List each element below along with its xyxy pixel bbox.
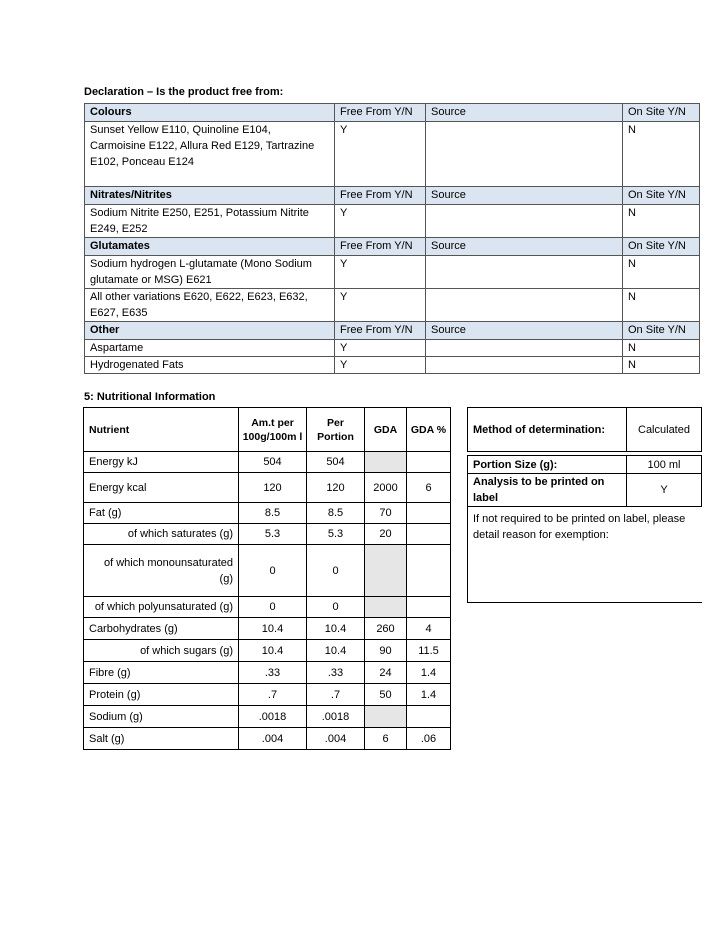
table-row: [84, 706, 451, 728]
gda-percent-value: [407, 706, 451, 728]
per-portion-value: 120: [307, 473, 365, 503]
category-label: Other: [85, 322, 335, 340]
header-gda-percent: GDA %: [407, 408, 451, 452]
per-portion-value: 10.4: [307, 640, 365, 662]
gda-value: 6: [365, 728, 407, 750]
item-label: Aspartame: [85, 340, 335, 357]
nutrient-name: Carbohydrates (g): [84, 618, 239, 640]
per-portion-value: 8.5: [307, 503, 365, 524]
group-header-nitrates: [85, 187, 700, 205]
per-100-value: .7: [239, 684, 307, 706]
col-free-from: Free From Y/N: [335, 104, 426, 122]
table-row: [84, 545, 451, 597]
gda-value: [365, 597, 407, 618]
header-per-portion: Per Portion: [307, 408, 365, 452]
table-row: [84, 640, 451, 662]
nutrition-title: 5: Nutritional Information: [84, 391, 216, 403]
on-site-value: N: [623, 340, 700, 357]
col-on-site: On Site Y/N: [623, 104, 700, 122]
per-100-value: .004: [239, 728, 307, 750]
method-row: [468, 408, 702, 452]
gda-percent-value: .06: [407, 728, 451, 750]
source-value: [426, 357, 623, 374]
on-site-value: N: [623, 122, 700, 187]
nutrient-name: Energy kcal: [84, 473, 239, 503]
per-portion-value: .7: [307, 684, 365, 706]
item-label: Sodium Nitrite E250, E251, Potassium Nitrite E249, E252: [85, 205, 335, 238]
table-row: [84, 662, 451, 684]
source-value: [426, 205, 623, 238]
free-from-value: Y: [335, 289, 426, 322]
nutrient-name: Protein (g): [84, 684, 239, 706]
nutrient-name: Salt (g): [84, 728, 239, 750]
per-100-value: 10.4: [239, 640, 307, 662]
header-nutrient: Nutrient: [84, 408, 239, 452]
source-value: [426, 340, 623, 357]
on-site-value: N: [623, 289, 700, 322]
nutrient-name: Fibre (g): [84, 662, 239, 684]
nutrient-name: of which sugars (g): [84, 640, 239, 662]
per-100-value: 0: [239, 545, 307, 597]
per-portion-value: 5.3: [307, 524, 365, 545]
gda-percent-value: 6: [407, 473, 451, 503]
category-label: Nitrates/Nitrites: [85, 187, 335, 205]
table-row: [84, 618, 451, 640]
gda-percent-value: 1.4: [407, 662, 451, 684]
table-row: [84, 452, 451, 473]
per-portion-value: .004: [307, 728, 365, 750]
on-site-value: N: [623, 256, 700, 289]
gda-value: 20: [365, 524, 407, 545]
table-row: [85, 205, 700, 238]
declaration-title: Declaration – Is the product free from:: [84, 86, 284, 98]
per-100-value: 120: [239, 473, 307, 503]
per-100-value: 0: [239, 597, 307, 618]
col-on-site: On Site Y/N: [623, 322, 700, 340]
method-table: [467, 407, 702, 603]
table-row: [85, 357, 700, 374]
gda-value: [365, 706, 407, 728]
item-label: Sunset Yellow E110, Quinoline E104, Carmoisine E122, Allura Red E129, Tartrazine E102, Ponceau E124: [85, 122, 335, 187]
source-value: [426, 256, 623, 289]
gda-percent-value: [407, 545, 451, 597]
gda-percent-value: 1.4: [407, 684, 451, 706]
gda-percent-value: [407, 524, 451, 545]
gda-percent-value: [407, 452, 451, 473]
free-from-value: Y: [335, 122, 426, 187]
table-row: [84, 524, 451, 545]
group-header-colours: [85, 104, 700, 122]
category-label: Colours: [85, 104, 335, 122]
declaration-table: [84, 103, 700, 374]
gda-value: 50: [365, 684, 407, 706]
free-from-value: Y: [335, 256, 426, 289]
col-on-site: On Site Y/N: [623, 238, 700, 256]
gda-value: 90: [365, 640, 407, 662]
header-per-100: Am.t per 100g/100m l: [239, 408, 307, 452]
gda-percent-value: 4: [407, 618, 451, 640]
group-header-glutamates: [85, 238, 700, 256]
gda-value: 70: [365, 503, 407, 524]
gda-percent-value: 11.5: [407, 640, 451, 662]
analysis-row: [468, 474, 702, 507]
table-row: [84, 597, 451, 618]
free-from-value: Y: [335, 357, 426, 374]
header-gda: GDA: [365, 408, 407, 452]
analysis-label: Analysis to be printed on label: [468, 474, 627, 507]
table-header-row: [84, 408, 451, 452]
col-free-from: Free From Y/N: [335, 187, 426, 205]
table-row: [84, 503, 451, 524]
exemption-note: If not required to be printed on label, please detail reason for exemption:: [468, 507, 702, 603]
gda-value: [365, 545, 407, 597]
on-site-value: N: [623, 357, 700, 374]
gda-value: 2000: [365, 473, 407, 503]
group-header-other: [85, 322, 700, 340]
table-row: [84, 473, 451, 503]
on-site-value: N: [623, 205, 700, 238]
item-label: Sodium hydrogen L-glutamate (Mono Sodium glutamate or MSG) E621: [85, 256, 335, 289]
per-portion-value: 504: [307, 452, 365, 473]
per-portion-value: .0018: [307, 706, 365, 728]
col-free-from: Free From Y/N: [335, 238, 426, 256]
source-value: [426, 289, 623, 322]
per-portion-value: .33: [307, 662, 365, 684]
portion-row: [468, 456, 702, 474]
col-free-from: Free From Y/N: [335, 322, 426, 340]
per-100-value: .0018: [239, 706, 307, 728]
per-100-value: 10.4: [239, 618, 307, 640]
table-row: [85, 289, 700, 322]
nutrient-name: of which polyunsaturated (g): [84, 597, 239, 618]
nutrient-name: Energy kJ: [84, 452, 239, 473]
note-row: [468, 507, 702, 603]
per-portion-value: 0: [307, 545, 365, 597]
method-value: Calculated: [627, 408, 702, 452]
gda-value: 24: [365, 662, 407, 684]
free-from-value: Y: [335, 205, 426, 238]
per-portion-value: 0: [307, 597, 365, 618]
table-row: [84, 684, 451, 706]
free-from-value: Y: [335, 340, 426, 357]
portion-label: Portion Size (g):: [468, 456, 627, 474]
nutrient-name: of which monounsaturated (g): [84, 545, 239, 597]
table-row: [85, 122, 700, 187]
nutrient-name: of which saturates (g): [84, 524, 239, 545]
col-on-site: On Site Y/N: [623, 187, 700, 205]
gda-percent-value: [407, 597, 451, 618]
col-source: Source: [426, 322, 623, 340]
per-portion-value: 10.4: [307, 618, 365, 640]
portion-value: 100 ml: [627, 456, 702, 474]
col-source: Source: [426, 238, 623, 256]
analysis-value: Y: [627, 474, 702, 507]
col-source: Source: [426, 187, 623, 205]
per-100-value: 8.5: [239, 503, 307, 524]
source-value: [426, 122, 623, 187]
nutrient-name: Fat (g): [84, 503, 239, 524]
per-100-value: 504: [239, 452, 307, 473]
item-label: Hydrogenated Fats: [85, 357, 335, 374]
category-label: Glutamates: [85, 238, 335, 256]
table-row: [84, 728, 451, 750]
table-row: [85, 340, 700, 357]
gda-percent-value: [407, 503, 451, 524]
nutrition-table: [83, 407, 451, 750]
gda-value: [365, 452, 407, 473]
method-label: Method of determination:: [468, 408, 627, 452]
per-100-value: .33: [239, 662, 307, 684]
col-source: Source: [426, 104, 623, 122]
nutrient-name: Sodium (g): [84, 706, 239, 728]
gda-value: 260: [365, 618, 407, 640]
per-100-value: 5.3: [239, 524, 307, 545]
table-row: [85, 256, 700, 289]
item-label: All other variations E620, E622, E623, E632, E627, E635: [85, 289, 335, 322]
